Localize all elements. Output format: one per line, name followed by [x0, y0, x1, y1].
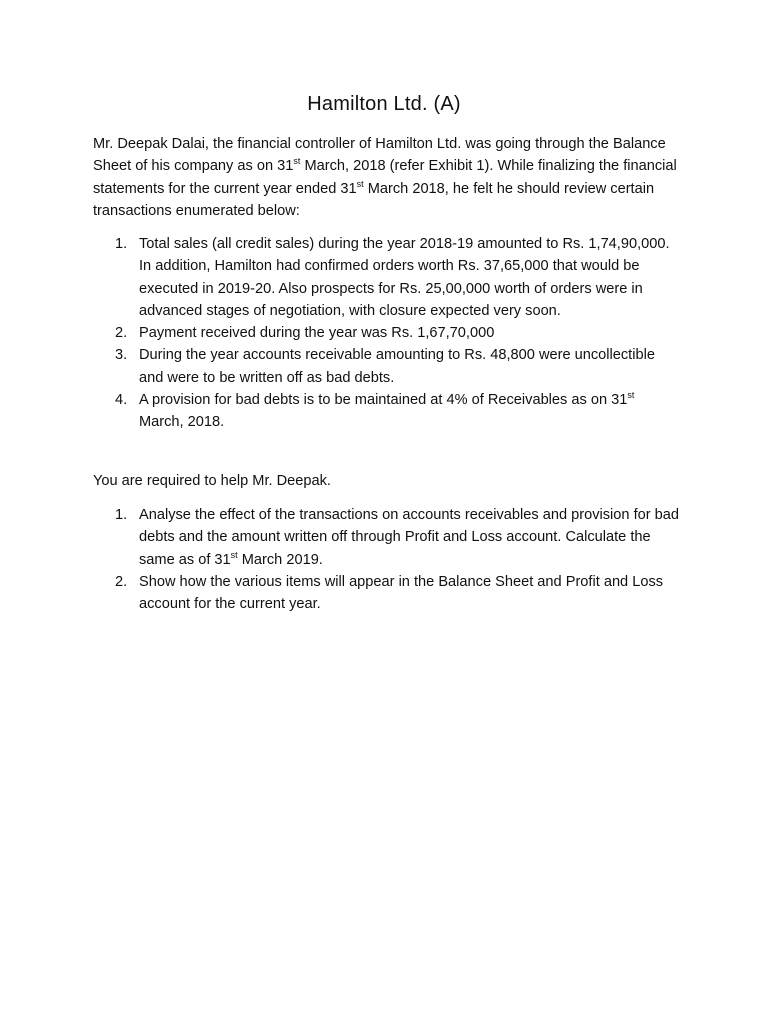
task-text: Analyse the effect of the transactions on accounts receivables and provision for bad debts and the amount written off through Profit and Loss account. Calculate the same as of 31 [139, 507, 680, 568]
task-tail: March 2019. [237, 551, 323, 568]
document-title: Hamilton Ltd. (A) [307, 93, 461, 115]
task-text: Show how the various items will appear in the Balance Sheet and Profit and Loss account for the current year. [139, 573, 664, 613]
intro-text-part2: March, 2018 (refer Exhibit 1). While finalizing the financial statements for the current year ended 31 [93, 158, 677, 197]
transaction-item [93, 233, 683, 322]
intro-superscript-2: st [356, 178, 364, 189]
transaction-tail: March, 2018. [139, 414, 225, 431]
transaction-text: Total sales (all credit sales) during the year 2018-19 amounted to Rs. 1,74,90,000. In addition, Hamilton had confirmed orders worth Rs. 37,65,000 that would be executed in 2019-20. Also prospects for Rs. 25,00,000 worth of orders were in advanced stages of negotiation, with closure expected very soon. [139, 236, 670, 319]
tasks-list [93, 504, 683, 615]
transaction-item [93, 389, 683, 434]
required-paragraph: You are required to help Mr. Deepak. [93, 473, 331, 489]
intro-text-part1: Mr. Deepak Dalai, the financial controller of Hamilton Ltd. was going through the Balance Sheet of his company as on 31 [93, 136, 666, 175]
transaction-text: Payment received during the year was Rs. 1,67,70,000 [139, 325, 495, 342]
intro-superscript-1: st [293, 156, 301, 167]
transaction-item [93, 322, 683, 344]
task-item [93, 571, 683, 616]
intro-paragraph [93, 133, 683, 222]
transaction-item [93, 344, 683, 389]
transaction-text: A provision for bad debts is to be maintained at 4% of Receivables as on 31 [139, 392, 628, 409]
list-number: 2. [115, 573, 128, 590]
transaction-superscript: st [627, 390, 635, 401]
task-item [93, 504, 683, 571]
list-number: 1. [115, 236, 128, 252]
task-superscript: st [230, 549, 238, 560]
list-number: 3. [115, 347, 128, 364]
list-number: 1. [115, 507, 128, 523]
transaction-text: During the year accounts receivable amounting to Rs. 48,800 were uncollectible and were to be written off as bad debts. [139, 347, 655, 386]
intro-text-part3: March 2018, he felt he should review certain transactions enumerated below: [93, 180, 655, 219]
transactions-list [93, 233, 683, 434]
list-number: 4. [115, 392, 128, 409]
list-number: 2. [115, 325, 128, 342]
